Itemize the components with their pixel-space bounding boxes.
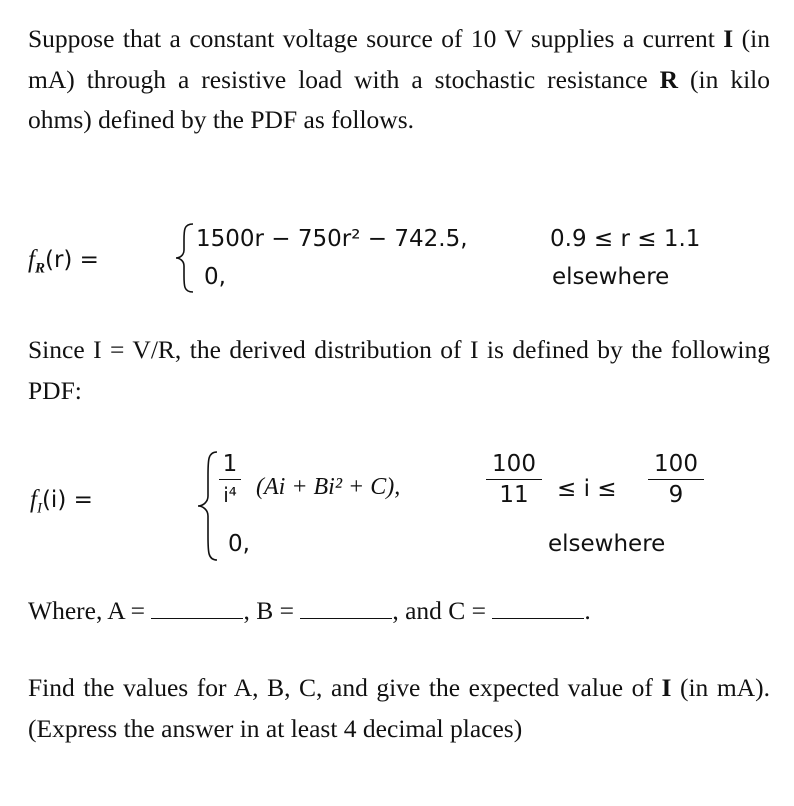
upper-bound-denominator: 9 (668, 482, 684, 508)
pdf-i-case2-cond: elsewhere (548, 531, 666, 557)
answer-blanks-line (28, 594, 591, 628)
intro-text-2: (in mA) through a resistive load with a stochastic resistance (28, 24, 770, 94)
pdf-i-case2-expr: 0, (228, 531, 250, 557)
current-symbol: I (723, 24, 734, 53)
pdf-i-inequality: ≤ i ≤ (557, 476, 617, 502)
blanks-end: . (584, 596, 591, 625)
lower-bound-numerator: 100 (492, 451, 536, 477)
lower-bound-fraction (486, 451, 542, 508)
pdf-r-case1-cond: 0.9 ≤ r ≤ 1.1 (550, 226, 701, 252)
pdf-r-brace (174, 222, 196, 294)
prefactor-denominator: i⁴ (223, 483, 237, 507)
blank-a (151, 617, 243, 619)
intro-text-3: (in kilo ohms) defined by the PDF as follows. (28, 64, 770, 134)
pdf-r-case1-expr: 1500r − 750r² − 742.5, (196, 226, 468, 252)
pdf-r-case2-cond: elsewhere (552, 264, 670, 290)
question-current-symbol: I (661, 673, 672, 702)
label-c: , and C = (392, 596, 487, 625)
problem-intro (28, 19, 770, 141)
pdf-i-brace (196, 450, 220, 562)
blank-b (300, 617, 392, 619)
pdf-i-prefactor (219, 451, 241, 508)
resistance-symbol: R (659, 64, 679, 94)
pdf-i-lhs: $f_I(i)$ = (30, 486, 93, 517)
pdf-r-lhs: $f_R(r)$ = (28, 246, 99, 277)
pdf-r-case2-expr: 0, (204, 264, 226, 290)
lower-bound-denominator: 11 (499, 482, 529, 508)
intro-text-1: Suppose that a constant voltage source of 10 V supplies a current (28, 24, 724, 53)
upper-bound-fraction (648, 451, 704, 508)
label-b: , B = (243, 596, 294, 625)
label-a: Where, A = (28, 596, 146, 625)
upper-bound-numerator: 100 (654, 451, 698, 477)
blank-c (492, 617, 584, 619)
question-text: Find the values for A, B, C, and give the expected value of I (in mA). (Express the answer in at least 4 decimal places) (28, 673, 770, 743)
prefactor-numerator: 1 (222, 451, 238, 477)
derived-text: Since I = V/R, the derived distribution of I is defined by the following PDF: (28, 335, 770, 405)
pdf-i-case1-expr: (Ai + Bi² + C), (256, 474, 401, 500)
